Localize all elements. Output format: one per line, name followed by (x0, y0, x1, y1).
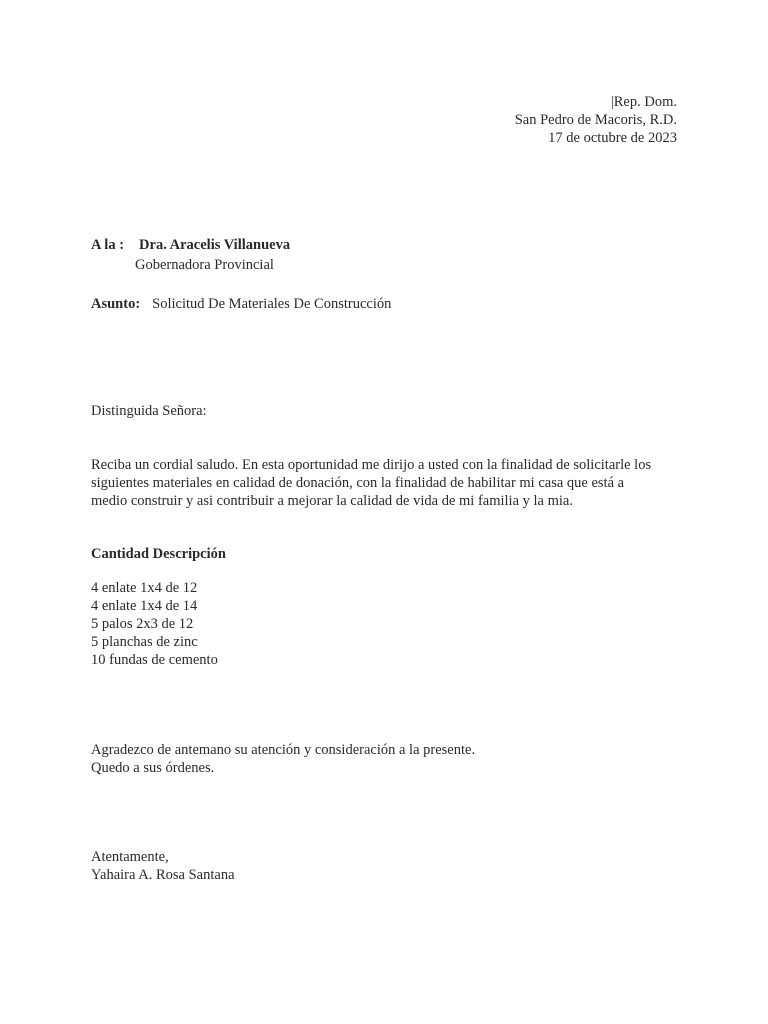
list-item: 4 enlate 1x4 de 12 (91, 580, 198, 596)
body-line: siguientes materiales en calidad de donación, con la finalidad de habilitar mi casa que está a (91, 475, 625, 491)
body-line: Reciba un cordial saludo. En esta oportunidad me dirijo a usted con la finalidad de solicitarle los (91, 457, 652, 473)
greeting: Distinguida Señora: (91, 403, 207, 419)
list-item: 5 palos 2x3 de 12 (91, 616, 194, 632)
recipient-prefix: A la : (91, 237, 125, 253)
header-city: San Pedro de Macoris, R.D. (514, 112, 677, 128)
closing-paragraph (91, 741, 681, 777)
closing-line: Agradezco de antemano su atención y consideración a la presente. (91, 742, 476, 758)
header-place: |Rep. Dom. (610, 94, 677, 110)
signoff: Atentamente, (91, 849, 169, 865)
subject-text: Solicitud De Materiales De Construcción (152, 296, 392, 312)
signature-name: Yahaira A. Rosa Santana (91, 867, 235, 883)
list-item: 5 planchas de zinc (91, 634, 198, 650)
body-paragraph (91, 456, 681, 510)
materials-list (91, 579, 218, 669)
list-header: Cantidad Descripción (91, 546, 226, 562)
subject-line (91, 295, 391, 313)
closing-line: Quedo a sus órdenes. (91, 760, 215, 776)
header-date: 17 de octubre de 2023 (548, 130, 677, 146)
list-item: 10 fundas de cemento (91, 652, 218, 668)
recipient-line (91, 236, 290, 254)
list-item: 4 enlate 1x4 de 14 (91, 598, 198, 614)
recipient-name: Dra. Aracelis Villanueva (139, 237, 291, 253)
recipient-title: Gobernadora Provincial (135, 257, 274, 273)
body-line: medio construir y asi contribuir a mejorar la calidad de vida de mi familia y la mia. (91, 493, 573, 509)
subject-label: Asunto: (91, 296, 141, 312)
